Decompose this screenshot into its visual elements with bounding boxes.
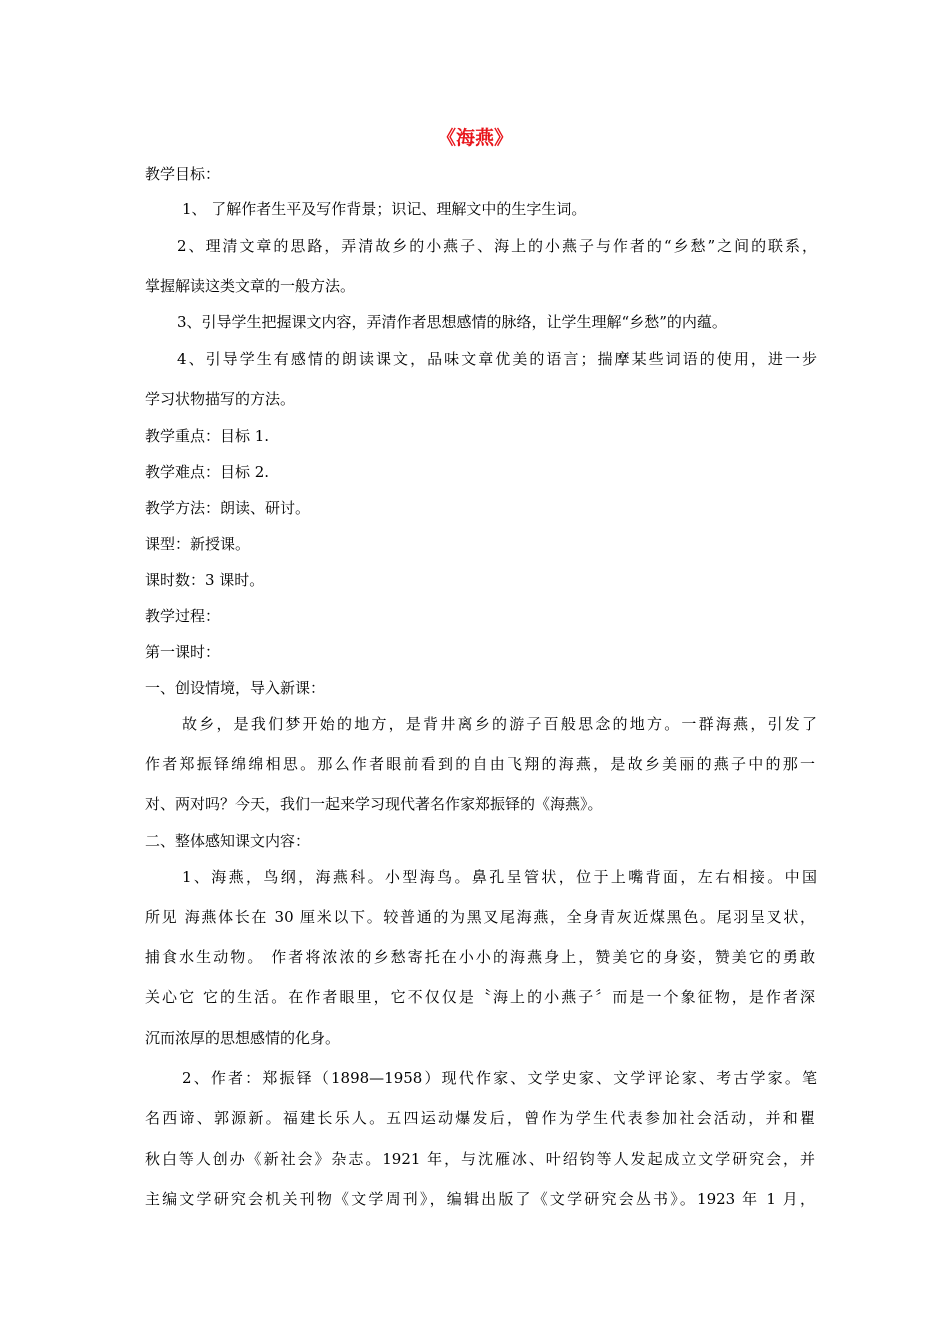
- section-heading: 教学过程：: [145, 607, 221, 625]
- paragraph-line: 所见 海燕体长在 30 厘米以下。较普通的为黑叉尾海燕，全身青灰近煤黑色。尾羽呈叉状，: [145, 908, 815, 926]
- paragraph-line: 对、两对吗？今天，我们一起来学习现代著名作家郑振铎的《海燕》。: [145, 795, 603, 813]
- paragraph-line: 关心它 它的生活。在作者眼里，它不仅仅是〝海上的小燕子〞而是一个象征物，是作者深: [145, 988, 815, 1006]
- objective-item: 3、引导学生把握课文内容，弄清作者思想感情的脉络，让学生理解“乡愁”的内蕴。: [177, 313, 727, 331]
- text-line: 掌握解读这类文章的一般方法。: [145, 277, 356, 295]
- lesson-type: 课型：新授课。: [145, 535, 251, 553]
- paragraph-line: 捕食水生动物。 作者将浓浓的乡愁寄托在小小的海燕身上，赞美它的身姿，赞美它的勇敢: [145, 948, 815, 966]
- objective-item: 1、 了解作者生平及写作背景；识记、理解文中的生字生词。: [182, 200, 587, 218]
- paragraph-line: 秋白等人创办《新社会》杂志。1921 年，与沈雁冰、叶绍钧等人发起成立文学研究会，并: [145, 1150, 815, 1168]
- paragraph-line: 1、海燕，鸟纲，海燕科。小型海鸟。鼻孔呈管状，位于上嘴背面，左右相接。中国: [182, 868, 817, 886]
- difficult-point: 教学难点：目标 2.: [145, 463, 270, 481]
- paragraph-line: 作者郑振铎绵绵相思。那么作者眼前看到的自由飞翔的海燕，是故乡美丽的燕子中的那一: [145, 755, 815, 773]
- objective-item: 4、引导学生有感情的朗读课文，品味文章优美的语言；揣摩某些词语的使用，进一步: [177, 350, 817, 368]
- section-heading: 一、创设情境，导入新课：: [145, 679, 326, 697]
- paragraph-line: 名西谛、郭源新。福建长乐人。五四运动爆发后，曾作为学生代表参加社会活动，并和瞿: [145, 1109, 815, 1127]
- section-heading: 教学目标：: [145, 165, 221, 183]
- paragraph-line: 故乡，是我们梦开始的地方，是背井离乡的游子百般思念的地方。一群海燕，引发了: [182, 715, 817, 733]
- section-heading: 第一课时：: [145, 643, 221, 661]
- key-point: 教学重点：目标 1.: [145, 427, 270, 445]
- paragraph-line: 主编文学研究会机关刊物《文学周刊》，编辑出版了《文学研究会丛书》。1923 年 1 月，: [145, 1190, 815, 1208]
- paragraph-line: 2、作者：郑振铎（1898—1958）现代作家、文学史家、文学评论家、考古学家。笔: [182, 1069, 817, 1087]
- lesson-count: 课时数：3 课时。: [145, 571, 265, 589]
- text-line: 学习状物描写的方法。: [145, 390, 296, 408]
- teaching-method: 教学方法：朗读、研讨。: [145, 499, 311, 517]
- document-title: 《海燕》: [436, 127, 513, 149]
- paragraph-line: 沉而浓厚的思想感情的化身。: [145, 1029, 341, 1047]
- objective-item: 2、理清文章的思路，弄清故乡的小燕子、海上的小燕子与作者的“乡愁”之间的联系，: [177, 237, 817, 255]
- section-heading: 二、整体感知课文内容：: [145, 832, 311, 850]
